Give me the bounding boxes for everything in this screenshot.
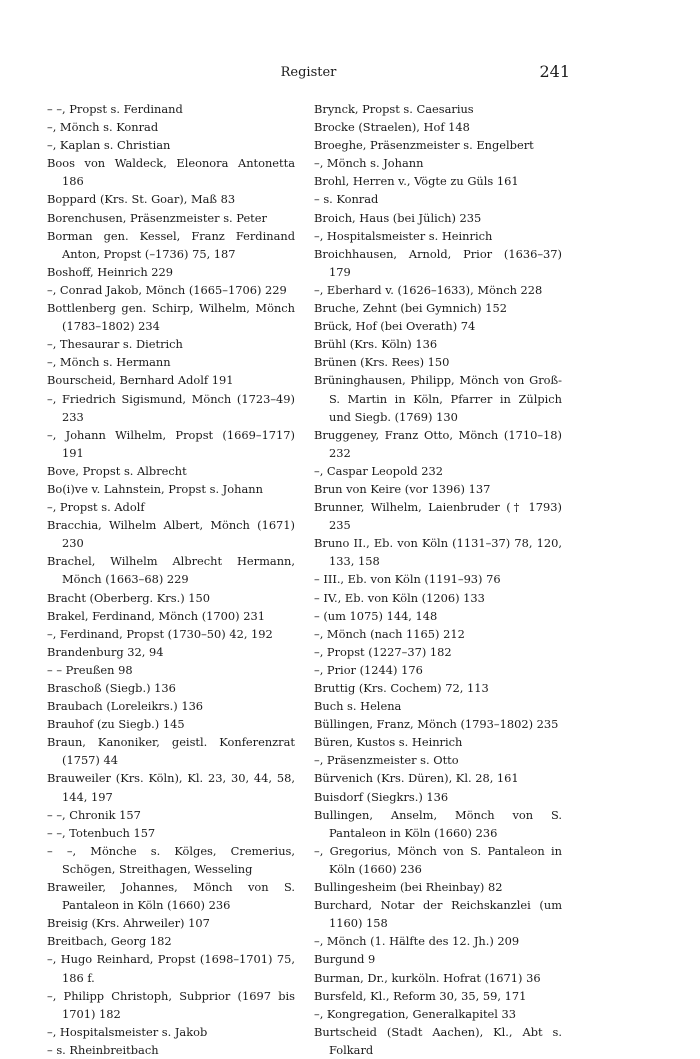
index-entry: Brachel, Wilhelm Albrecht Hermann, Mönch (1663–68) 229 [47,554,295,587]
index-entry: Burman, Dr., kurköln. Hofrat (1671) 36 [314,970,541,985]
index-entry: Braubach (Loreleikrs.) 136 [47,699,204,714]
index-entry: –, Mönch s. Hermann [47,355,171,370]
index-entry: – – Preußen 98 [47,662,133,677]
index-entry: –, Eberhard v. (1626–1633), Mönch 228 [314,282,543,297]
index-entry: –, Kaplan s. Christian [47,138,171,153]
index-entry: Bullingen, Anselm, Mönch von S. Pantaleon in Köln (1660) 236 [314,807,562,840]
index-entry: –, Mönch (1. Hälfte des 12. Jh.) 209 [314,934,520,949]
index-entry: –, Hospitalsmeister s. Heinrich [314,228,493,243]
index-entry: –, Propst s. Adolf [47,500,145,515]
index-entry: Breitbach, Georg 182 [47,934,172,949]
index-column-right [314,100,562,1059]
index-entry: Büllingen, Franz, Mönch (1793–1802) 235 [314,717,559,732]
index-entry: Bourscheid, Bernhard Adolf 191 [47,373,234,388]
index-entry: – –, Totenbuch 157 [47,825,156,840]
index-entry: Brüninghausen, Philipp, Mönch von Groß-S. Martin in Köln, Pfarrer in Zülpich und Siegb. (1769) 130 [314,373,562,424]
index-entry: Brandenburg 32, 94 [47,644,164,659]
index-entry: Bullingesheim (bei Rheinbay) 82 [314,880,503,895]
index-entry: – –, Mönche s. Kölges, Cremerius, Schögen, Streithagen, Wesseling [47,843,295,876]
index-entry: –, Mönch (nach 1165) 212 [314,626,465,641]
page-header [47,62,570,87]
page-number: 241 [539,62,570,81]
index-entry: – s. Rheinbreitbach [47,1042,159,1057]
index-entry: Bo(i)ve v. Lahnstein, Propst s. Johann [47,481,263,496]
index-entry: Bruggeney, Franz Otto, Mönch (1710–18) 232 [314,427,562,460]
index-entry: –, Caspar Leopold 232 [314,463,444,478]
index-entry: Borman gen. Kessel, Franz Ferdinand Anton, Propst (–1736) 75, 187 [47,228,295,261]
index-entry: –, Prior (1244) 176 [314,662,423,677]
index-entry: Bracht (Oberberg. Krs.) 150 [47,590,211,605]
index-entry: Broichhausen, Arnold, Prior (1636–37) 179 [314,246,562,279]
index-entry: Brauweiler (Krs. Köln), Kl. 23, 30, 44, 58, 144, 197 [47,771,295,804]
index-entry: Bove, Propst s. Albrecht [47,463,187,478]
index-column-left [47,100,295,1059]
index-entry: –, Propst (1227–37) 182 [314,644,452,659]
index-entry: Bruche, Zehnt (bei Gymnich) 152 [314,301,507,316]
index-entry: Brück, Hof (bei Overath) 74 [314,319,476,334]
index-entry: –, Friedrich Sigismund, Mönch (1723–49) 233 [47,391,295,424]
index-entry: –, Kongregation, Generalkapitel 33 [314,1006,517,1021]
index-entry: Brakel, Ferdinand, Mönch (1700) 231 [47,608,265,623]
index-entry: Bürvenich (Krs. Düren), Kl. 28, 161 [314,771,519,786]
index-entry: – –, Propst s. Ferdinand [47,102,183,116]
index-entry: Brynck, Propst s. Caesarius [314,102,474,116]
index-entry: Buch s. Helena [314,699,402,714]
index-entry: Brunner, Wilhelm, Laienbruder († 1793) 235 [314,500,562,533]
index-entry: –, Johann Wilhelm, Propst (1669–1717) 191 [47,427,295,460]
index-entry: –, Conrad Jakob, Mönch (1665–1706) 229 [47,282,287,297]
index-entry: – –, Chronik 157 [47,807,141,822]
index-entry: –, Mönch s. Johann [314,156,424,171]
index-entry: Brun von Keire (vor 1396) 137 [314,481,491,496]
index-entry: Brocke (Straelen), Hof 148 [314,120,470,135]
index-entry: –, Gregorius, Mönch von S. Pantaleon in Köln (1660) 236 [314,843,562,876]
index-entry: – s. Konrad [314,192,379,207]
index-entry: – IV., Eb. von Köln (1206) 133 [314,590,485,605]
index-entry: –, Hugo Reinhard, Propst (1698–1701) 75, 186 f. [47,952,295,985]
index-entry: Boos von Waldeck, Eleonora Antonetta 186 [47,156,295,189]
running-title: Register [280,65,337,80]
index-entry: Burtscheid (Stadt Aachen), Kl., Abt s. Folkard [314,1024,562,1057]
index-entry: Burgund 9 [314,952,376,967]
index-entry: –, Hospitalsmeister s. Jakob [47,1024,208,1039]
index-entry: –, Philipp Christoph, Subprior (1697 bis 1701) 182 [47,988,295,1021]
index-entry: Broich, Haus (bei Jülich) 235 [314,210,482,225]
index-entry: – (um 1075) 144, 148 [314,608,438,623]
index-entry: Burchard, Notar der Reichskanzlei (um 1160) 158 [314,898,562,931]
index-entry: –, Mönch s. Konrad [47,120,159,135]
index-entry: Bracchia, Wilhelm Albert, Mönch (1671) 230 [47,518,295,551]
index-entry: Brühl (Krs. Köln) 136 [314,337,438,352]
index-entry: Bottlenberg gen. Schirp, Wilhelm, Mönch (1783–1802) 234 [47,301,295,334]
index-entry: –, Präsenzmeister s. Otto [314,753,459,768]
index-entry: Brünen (Krs. Rees) 150 [314,355,450,370]
index-entry: Braun, Kanoniker, geistl. Konferenzrat (1757) 44 [47,735,295,768]
index-entry: Büren, Kustos s. Heinrich [314,735,463,750]
index-entry: Brohl, Herren v., Vögte zu Güls 161 [314,174,519,189]
index-entry: Buisdorf (Siegkrs.) 136 [314,789,449,804]
index-entry: Brauhof (zu Siegb.) 145 [47,717,185,732]
index-entry: –, Thesaurar s. Dietrich [47,337,183,352]
index-entry: Braweiler, Johannes, Mönch von S. Pantaleon in Köln (1660) 236 [47,880,295,913]
index-entry: Broeghe, Präsenzmeister s. Engelbert [314,138,534,153]
index-entry: – III., Eb. von Köln (1191–93) 76 [314,572,501,587]
index-entry: –, Ferdinand, Propst (1730–50) 42, 192 [47,626,273,641]
index-entry: Braschoß (Siegb.) 136 [47,681,176,695]
index-entry: Breisig (Krs. Ahrweiler) 107 [47,916,210,931]
index-entry: Bruno II., Eb. von Köln (1131–37) 78, 120, 133, 158 [314,536,562,569]
index-entry: Borenchusen, Präsenzmeister s. Peter [47,210,267,225]
index-entry: Boshoff, Heinrich 229 [47,264,174,279]
index-entry: Bursfeld, Kl., Reform 30, 35, 59, 171 [314,988,527,1003]
index-entry: Bruttig (Krs. Cochem) 72, 113 [314,681,489,695]
index-entry: Boppard (Krs. St. Goar), Maß 83 [47,192,236,207]
